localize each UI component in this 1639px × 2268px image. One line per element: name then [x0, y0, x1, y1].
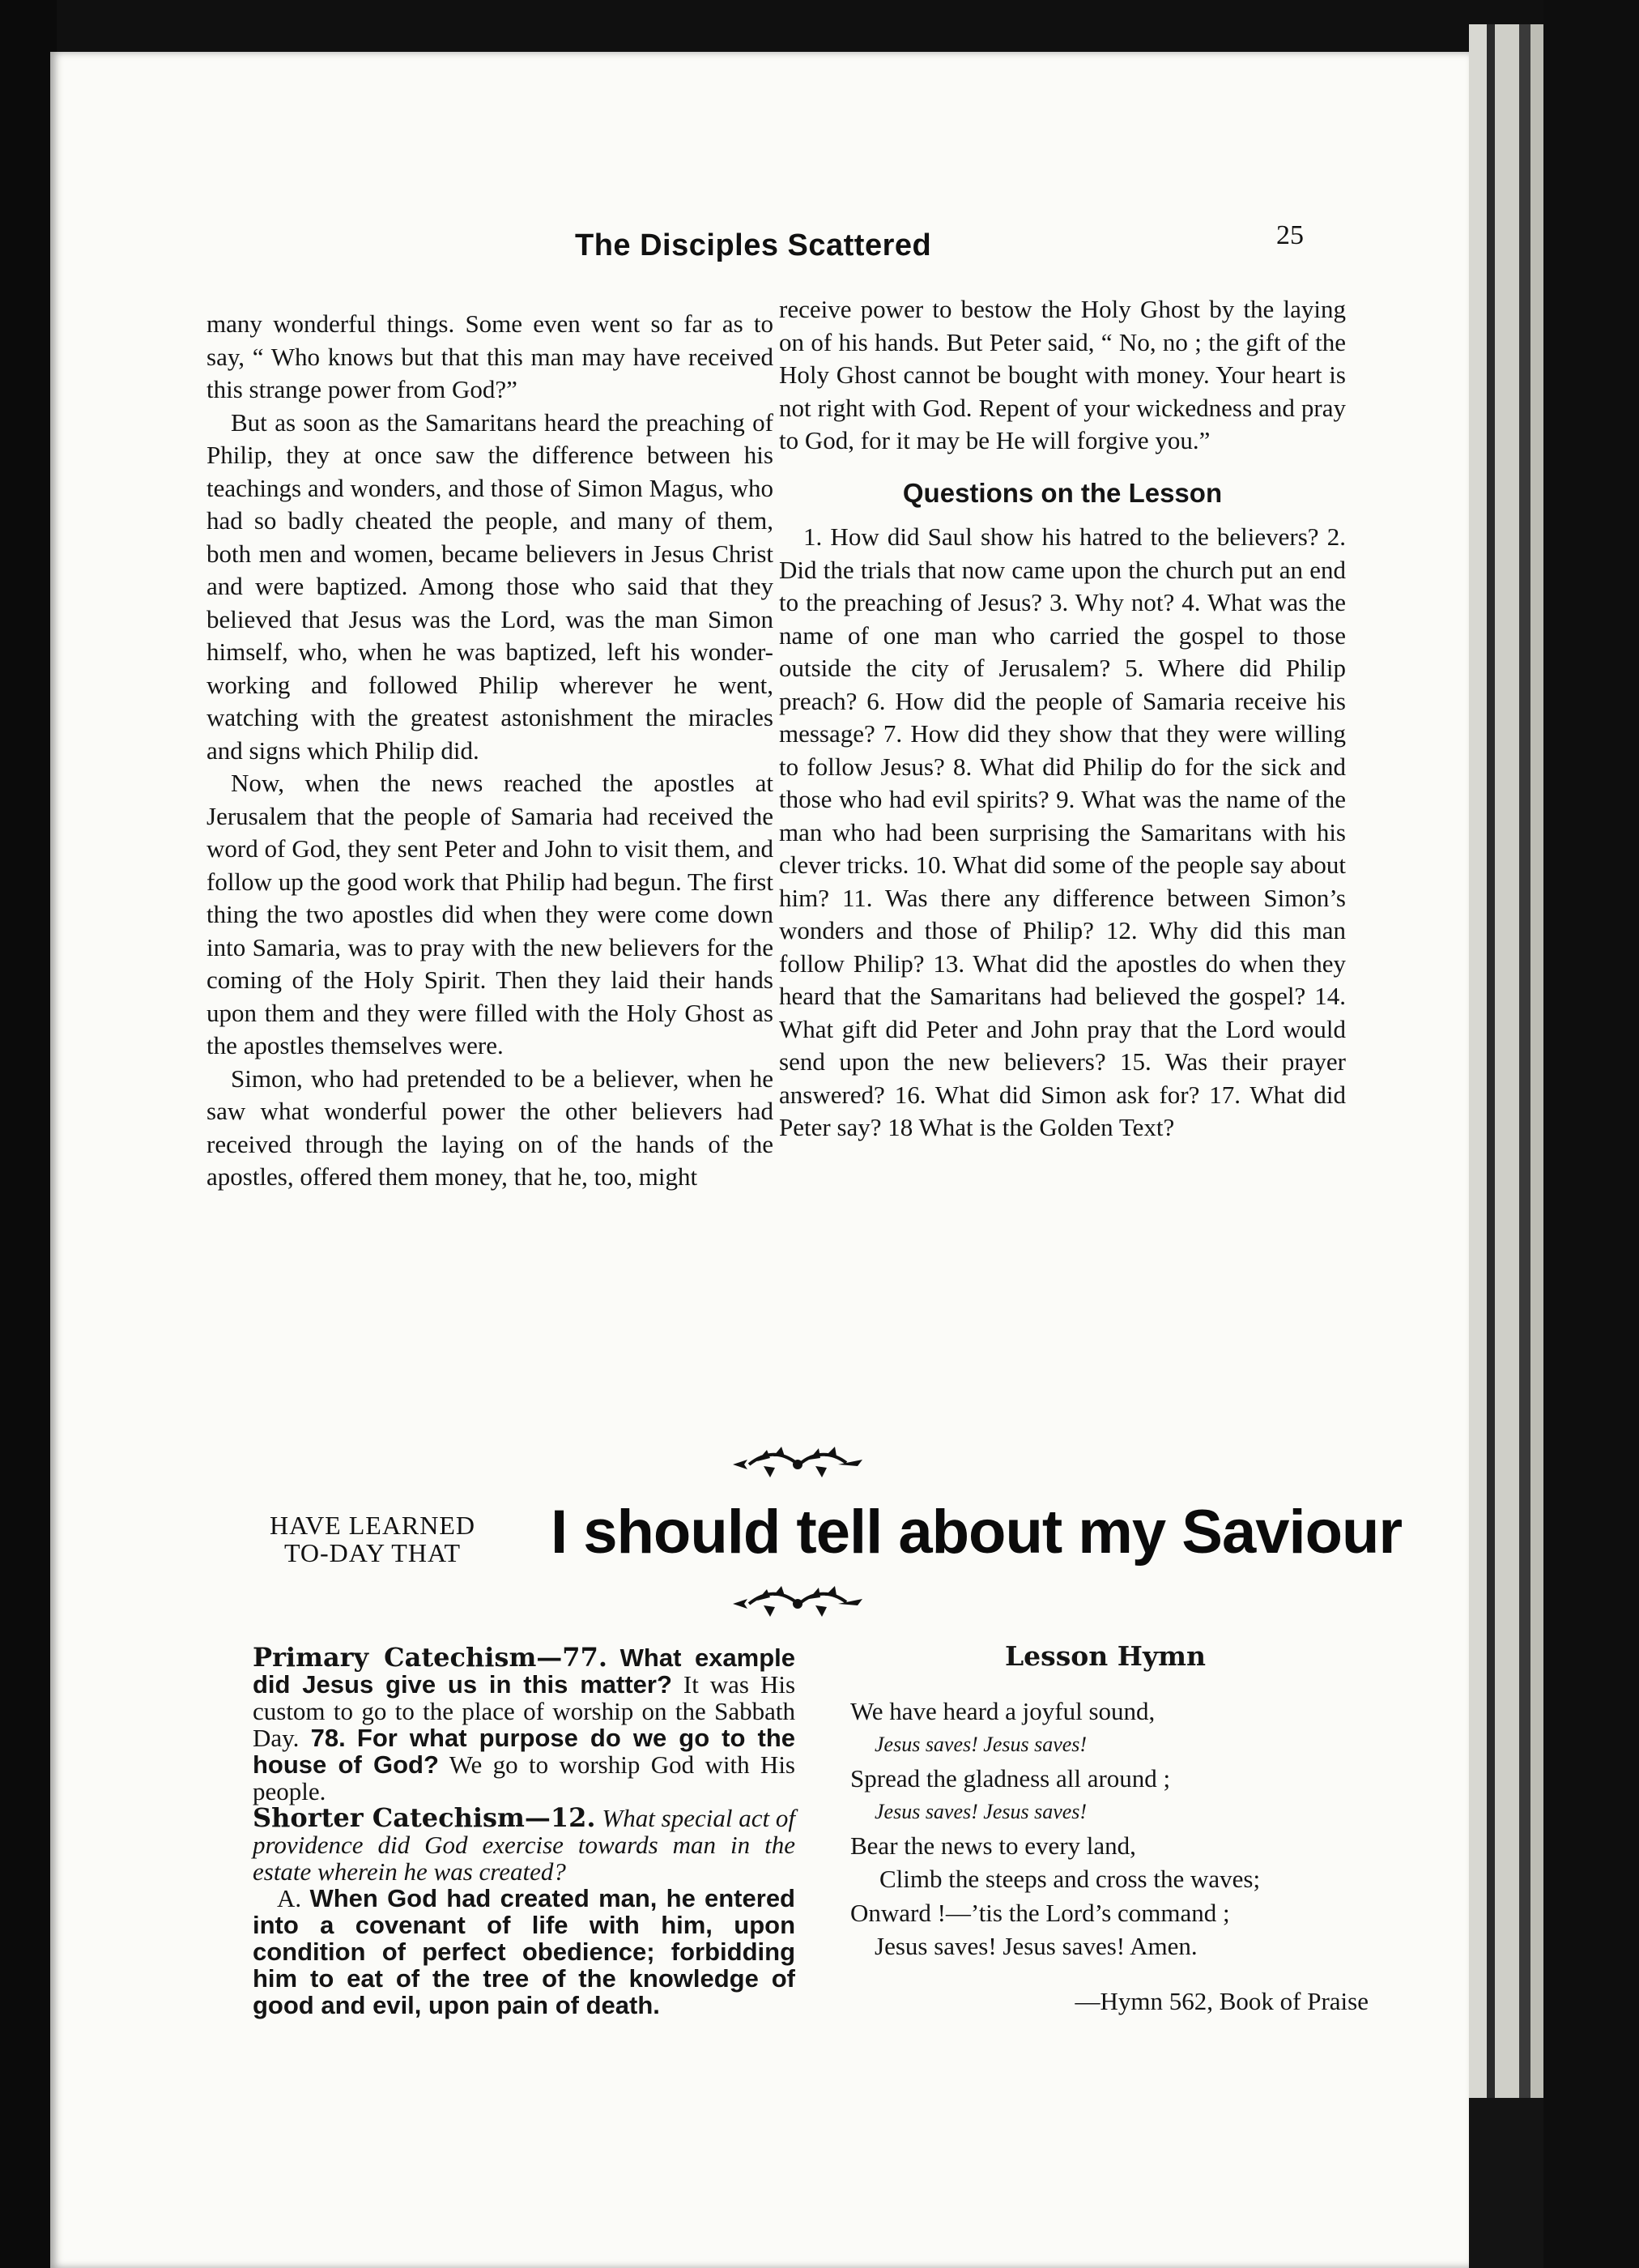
floral-ornament-icon: [725, 1445, 871, 1482]
hymn-line: Jesus saves! Jesus saves! Amen.: [875, 1932, 1198, 1960]
running-head: The Disciples Scattered: [575, 228, 932, 262]
catechism-question: What special act of providence did God exercise towards man in the estate wherein he was created?: [253, 1804, 796, 1886]
shorter-catechism: [253, 1802, 796, 1886]
catechism-answer: We go to worship God with His people.: [253, 1750, 795, 1805]
catechism-answer: It was His custom to go to the place of worship on the Sabbath Day.: [253, 1670, 796, 1752]
learned-statement: I should tell about my Saviour: [551, 1498, 1403, 1567]
questions-heading: Questions on the Lesson: [902, 477, 1223, 508]
hymn-line: Jesus saves! Jesus saves!: [875, 1800, 1088, 1823]
catechism-number: 78.: [310, 1724, 346, 1752]
body-paragraph: many wonderful things. Some even went so far as to say, “ Who knows but that this man may have received this strange power from God?”: [206, 309, 773, 403]
catechism-question: What example did Jesus give us in this matter?: [253, 1643, 796, 1699]
body-paragraph: Now, when the news reached the apostles at Jerusalem that the people of Samaria had received the word of God, they sent Peter and John to visit them, and follow up the good work that Philip had begun. The first thing the two apostles did when they were come down into Samaria, was to pray with the new believers for the coming of the Holy Spirit. Then they laid their hands upon them and they were filled with the Holy Ghost as the apostles themselves were.: [206, 769, 773, 1059]
primary-catechism: [253, 1644, 795, 1805]
body-paragraph: receive power to bestow the Holy Ghost by the laying on of his hands. But Peter said, “ No, no ; the gift of the Holy Ghost cannot be bought with money. Your heart is not right with God. Repent of your wickedness and pray to God, for it may be He will forgive you.”: [779, 295, 1346, 454]
right-column: [779, 293, 1346, 1145]
body-paragraph: Simon, who had pretended to be a believer, when he saw what wonderful power the other believers had received through the laying on of the hands of the apostles, offered them money, that he, too, might: [206, 1064, 773, 1191]
page-edge: [1530, 24, 1543, 2098]
page-number: 25: [1276, 220, 1304, 250]
hymn-line: Jesus saves! Jesus saves!: [875, 1733, 1088, 1756]
hymn-line: Climb the steeps and cross the waves;: [879, 1865, 1261, 1893]
learned-caption: [251, 1511, 494, 1567]
learned-line: TO-DAY THAT: [283, 1538, 462, 1567]
hymn-title: Lesson Hymn: [1004, 1640, 1207, 1672]
catechism-answer: When God had created man, he entered into a covenant of life with him, upon condition of perfect obedience; forbidding him to eat of the tree of the knowledge of good and evil, upon pain of death.: [253, 1884, 795, 2019]
catechism-section: [253, 1644, 795, 2019]
body-paragraph: But as soon as the Samaritans heard the preaching of Philip, they at once saw the difference between his teachings and wonders, and those of Simon Magus, who had so badly cheated the people, and many of them, both men and women, became believers in Jesus Christ and were baptized. Among those who said that they believed that Jesus was the Lord, was the man Simon himself, who, when he was baptized, left his wonder-working and followed Philip wherever he went, watching with the greatest astonishment the miracles and signs which Philip did.: [206, 407, 773, 765]
hymn-line: Onward !—’tis the Lord’s command ;: [850, 1898, 1230, 1927]
left-column: [206, 308, 773, 1194]
hymn-line: We have heard a joyful sound,: [850, 1696, 1156, 1725]
hymn-source: —Hymn 562, Book of Praise: [1075, 1986, 1369, 2015]
primary-catechism-heading: Primary Catechism—77.: [253, 1642, 607, 1673]
hymn-line: Bear the news to every land,: [850, 1831, 1136, 1860]
learned-line: HAVE LEARNED: [269, 1511, 476, 1540]
catechism-question: For what purpose do we go to the house of God?: [253, 1724, 796, 1779]
scan-frame-right: [1543, 0, 1639, 2268]
page-edge: [1469, 24, 1487, 2098]
page-edge: [1519, 24, 1530, 2098]
floral-ornament-icon: [725, 1584, 871, 1622]
page-edge: [1495, 24, 1519, 2098]
catechism-answer-block: [253, 1885, 795, 2019]
catechism-answer-label: A.: [277, 1884, 302, 1912]
questions-paragraph: 1. How did Saul show his hatred to the believers? 2. Did the trials that now came upon the church put an end to the preaching of Jesus? 3. Why not? 4. What was the name of one man who carried the gospel to those outside the city of Jerusalem? 5. Where did Philip preach? 6. How did the people of Samaria receive his message? 7. How did they show that they were willing to follow Jesus? 8. What did Philip do for the sick and those who had evil spirits? 9. What was the name of the man who had been surprising the Samaritans with his clever tricks. 10. What did some of the people say about him? 11. Was there any difference between Simon’s wonders and those of Philip? 12. Why did this man follow Philip? 13. What did the apostles do when they heard that the Samaritans had believed the gospel? 14. What gift did Peter and John pray that the Lord would send upon the new believers? 15. Was their prayer answered? 16. What did Simon ask for? 17. What did Peter say? 18 What is the Golden Text?: [779, 522, 1346, 1141]
page-edge: [1487, 24, 1495, 2098]
shorter-catechism-heading: Shorter Catechism—12.: [253, 1802, 596, 1833]
hymn-line: Spread the gladness all around ;: [850, 1763, 1171, 1793]
lesson-hymn: [850, 1639, 1377, 2018]
scan-frame-left: [0, 0, 57, 2268]
